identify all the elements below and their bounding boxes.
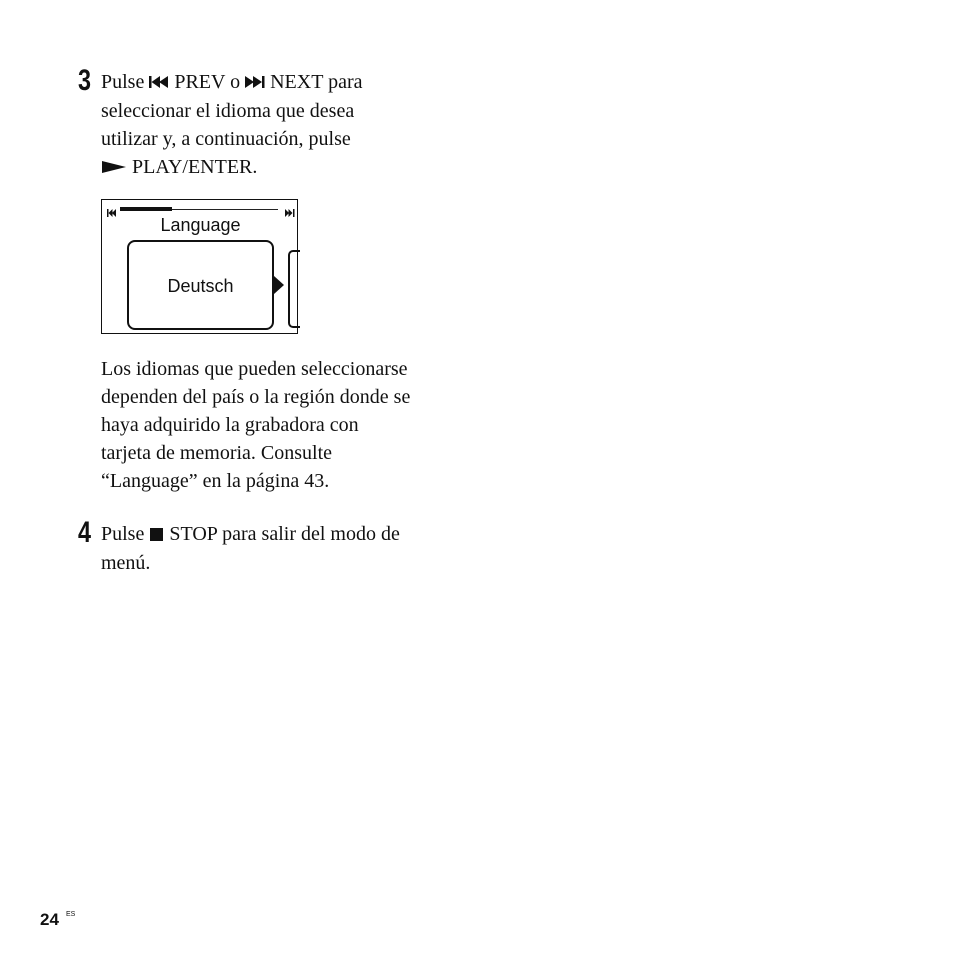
next-option-card xyxy=(288,250,300,328)
play-icon xyxy=(101,154,127,183)
note-line-5: “Language” en la página 43. xyxy=(101,470,330,492)
stop-icon xyxy=(149,521,164,550)
step3-text-play-enter: PLAY/ENTER. xyxy=(127,156,258,178)
step3-text-next: NEXT para xyxy=(265,71,363,93)
step4-text-stop: STOP para salir del modo de xyxy=(164,523,400,545)
next-track-icon xyxy=(245,69,265,98)
page-language-code: ES xyxy=(66,911,76,918)
step4-text-pulse: Pulse xyxy=(101,523,150,545)
arrow-right-icon xyxy=(274,276,284,299)
step4-line-1 xyxy=(101,520,400,550)
device-screen-illustration xyxy=(101,199,298,334)
note-line-2: dependen del país o la región donde se xyxy=(101,386,411,408)
step3-line-2: seleccionar el idioma que desea xyxy=(101,100,355,122)
step-number-3: 3 xyxy=(78,64,92,97)
step-number-4: 4 xyxy=(78,516,92,549)
note-line-1: Los idiomas que pueden seleccionarse xyxy=(101,358,408,380)
note-line-3: haya adquirido la grabadora con xyxy=(101,414,359,436)
note-line-4: tarjeta de memoria. Consulte xyxy=(101,442,333,464)
screen-title: Language xyxy=(160,215,241,235)
step4-line-2: menú. xyxy=(101,552,151,574)
step3-line-4 xyxy=(101,153,257,183)
progress-fill xyxy=(120,207,172,211)
prev-track-icon xyxy=(149,69,169,98)
page-number: 24 xyxy=(40,910,59,929)
step3-line-3: utilizar y, a continuación, pulse xyxy=(101,128,351,150)
selected-language: Deutsch xyxy=(167,276,234,296)
step3-line-1 xyxy=(101,68,362,98)
step3-text-prev: PREV o xyxy=(169,71,246,93)
step3-text-pulse: Pulse xyxy=(101,71,150,93)
